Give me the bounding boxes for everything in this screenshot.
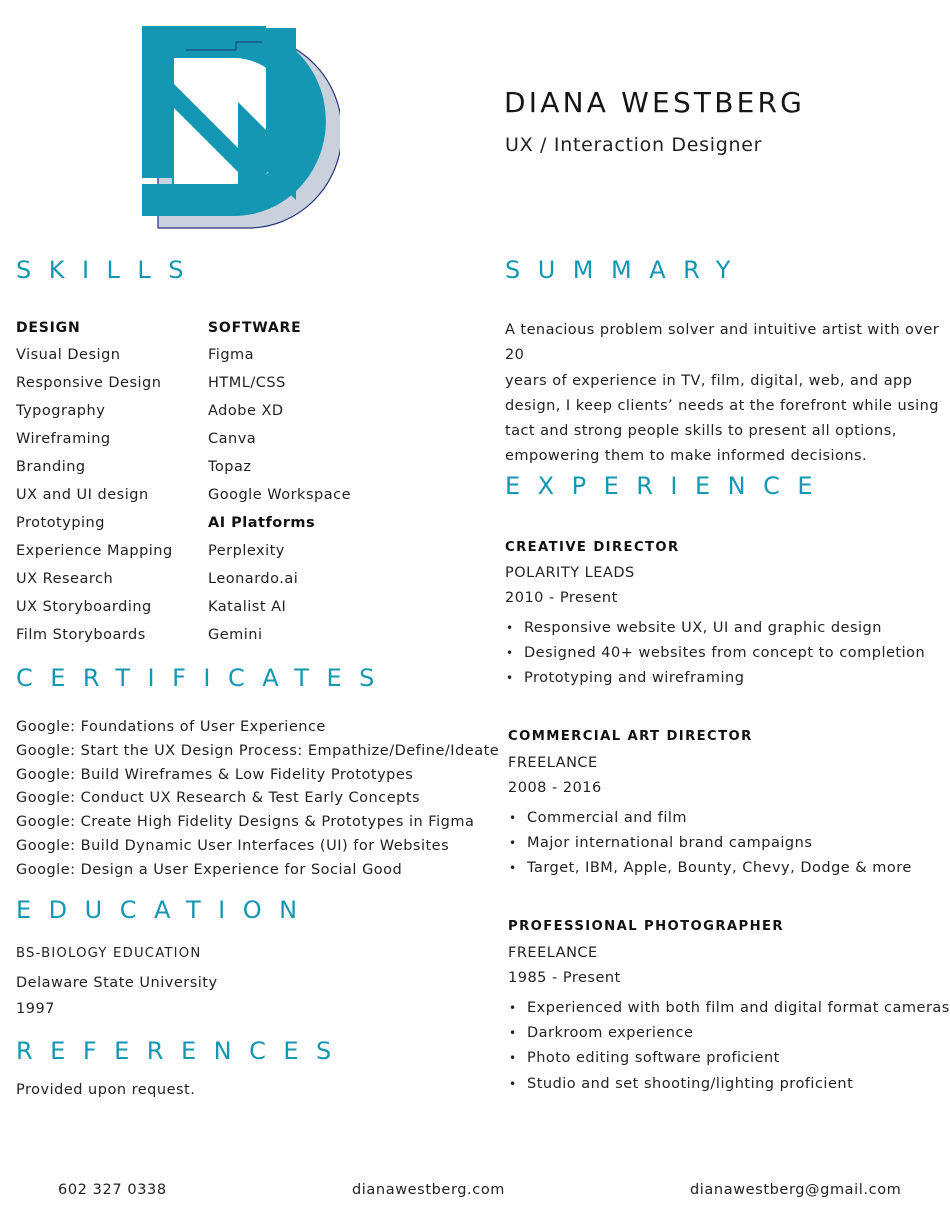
- job-dates: 1985 - Present: [508, 970, 621, 986]
- skill-item: Visual Design: [16, 347, 121, 363]
- job-dates: 2010 - Present: [505, 590, 618, 606]
- certificate-item: Google: Design a User Experience for Social Good: [16, 861, 403, 878]
- summary-line: years of experience in TV, film, digital, web, and app: [505, 372, 913, 389]
- footer-website-link[interactable]: dianawestberg.com: [352, 1182, 506, 1198]
- skill-item: Wireframing: [16, 431, 111, 447]
- job-bullet: • Experienced with both film and digital format cameras: [508, 996, 950, 1021]
- job-bullet: • Studio and set shooting/lighting proficient: [508, 1072, 950, 1097]
- software-item: Canva: [208, 431, 257, 447]
- job-entry: [508, 919, 950, 1097]
- footer-phone[interactable]: 602 327 0338: [58, 1182, 167, 1198]
- skills-software-title: SOFTWARE: [208, 320, 302, 336]
- logo-main: [142, 26, 326, 216]
- footer-email-link[interactable]: dianawestberg@gmail.com: [690, 1182, 902, 1198]
- skill-item: Prototyping: [16, 515, 105, 531]
- education-year: 1997: [16, 1001, 55, 1017]
- job-company: FREELANCE: [508, 945, 598, 961]
- job-bullet: • Prototyping and wireframing: [505, 666, 925, 691]
- software-item: Google Workspace: [208, 487, 351, 503]
- skills-heading: SKILLS: [16, 256, 202, 284]
- ai-platform-item: Perplexity: [208, 543, 285, 559]
- job-bullet: • Commercial and film: [508, 806, 912, 831]
- education-school: Delaware State University: [16, 975, 218, 991]
- certificate-item: Google: Build Dynamic User Interfaces (UI) for Websites: [16, 837, 450, 854]
- ai-platforms-title: AI Platforms: [208, 515, 316, 531]
- summary-heading: SUMMARY: [505, 256, 748, 284]
- certificates-list: [16, 716, 499, 883]
- summary-line: A tenacious problem solver and intuitive artist with over 20: [505, 322, 940, 364]
- dw-monogram-icon: [138, 22, 340, 234]
- skills-design-title: DESIGN: [16, 320, 81, 336]
- references-text: Provided upon request.: [16, 1082, 196, 1098]
- experience-heading: EXPERIENCE: [505, 472, 831, 500]
- job-bullet: • Major international brand campaigns: [508, 831, 912, 856]
- skill-item: UX Research: [16, 571, 114, 587]
- software-item: Adobe XD: [208, 403, 284, 419]
- skills-design-column: [16, 314, 173, 649]
- job-bullet: • Target, IBM, Apple, Bounty, Chevy, Dodge & more: [508, 856, 912, 881]
- job-bullet: • Responsive website UX, UI and graphic design: [505, 616, 925, 641]
- summary-line: design, I keep clients’ needs at the forefront while using: [505, 397, 939, 414]
- certificate-item: Google: Conduct UX Research & Test Early Concepts: [16, 790, 421, 807]
- skill-item: UX and UI design: [16, 487, 149, 503]
- skill-item: Responsive Design: [16, 375, 162, 391]
- ai-platform-item: Katalist AI: [208, 599, 287, 615]
- certificate-item: Google: Start the UX Design Process: Empathize/Define/Ideate: [16, 742, 500, 759]
- job-bullet: • Darkroom experience: [508, 1021, 950, 1046]
- software-item: Topaz: [208, 459, 252, 475]
- summary-text: [505, 318, 945, 470]
- job-company: POLARITY LEADS: [505, 565, 635, 581]
- ai-platform-item: Leonardo.ai: [208, 571, 299, 587]
- job-entry: [505, 540, 925, 692]
- software-item: HTML/CSS: [208, 375, 286, 391]
- skill-item: Branding: [16, 459, 86, 475]
- certificate-item: Google: Build Wireframes & Low Fidelity Prototypes: [16, 766, 414, 783]
- ai-platform-item: Gemini: [208, 627, 263, 643]
- skill-item: Film Storyboards: [16, 627, 146, 643]
- education-heading: EDUCATION: [16, 896, 315, 924]
- education-degree: BS-BIOLOGY EDUCATION: [16, 946, 202, 961]
- skill-item: UX Storyboarding: [16, 599, 152, 615]
- candidate-name: DIANA WESTBERG: [504, 86, 806, 119]
- skill-item: Experience Mapping: [16, 543, 173, 559]
- skills-software-column: [208, 314, 351, 649]
- candidate-role: UX / Interaction Designer: [505, 134, 763, 156]
- certificate-item: Google: Create High Fidelity Designs & Prototypes in Figma: [16, 814, 475, 831]
- job-bullet: • Photo editing software proficient: [508, 1046, 950, 1071]
- certificates-heading: CERTIFICATES: [16, 664, 392, 692]
- skill-item: Typography: [16, 403, 106, 419]
- job-bullet: • Designed 40+ websites from concept to completion: [505, 641, 925, 666]
- job-title: CREATIVE DIRECTOR: [505, 540, 680, 555]
- job-title: PROFESSIONAL PHOTOGRAPHER: [508, 919, 784, 934]
- software-item: Figma: [208, 347, 255, 363]
- job-entry: [508, 729, 912, 882]
- job-title: COMMERCIAL ART DIRECTOR: [508, 729, 753, 744]
- job-company: FREELANCE: [508, 755, 598, 771]
- summary-line: empowering them to make informed decisions.: [505, 448, 868, 465]
- summary-line: tact and strong people skills to present all options,: [505, 423, 897, 440]
- job-dates: 2008 - 2016: [508, 780, 602, 796]
- references-heading: REFERENCES: [16, 1037, 349, 1065]
- certificate-item: Google: Foundations of User Experience: [16, 719, 326, 735]
